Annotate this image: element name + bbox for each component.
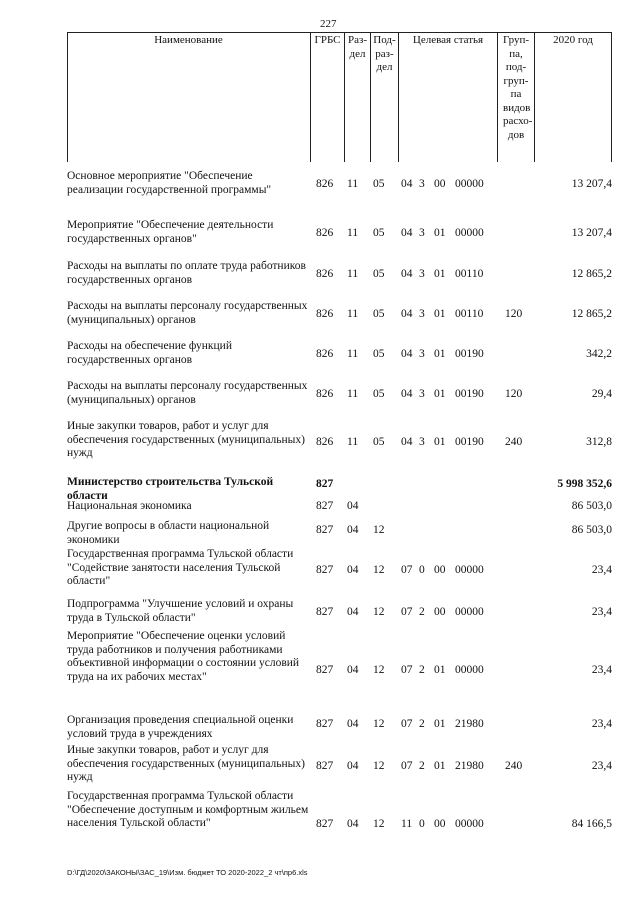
cell-cs4: 00000 xyxy=(455,178,484,190)
row-name: Иные закупки товаров, работ и услуг для обеспечения государственных (муниципальных) нужд xyxy=(67,744,305,783)
cell-pr: 05 xyxy=(373,436,385,448)
cell-amount: 13 207,4 xyxy=(571,227,612,239)
col-border-5 xyxy=(398,32,399,162)
row-name: Государственная программа Тульской области "Обеспечение доступным и комфортным жильем населения Тульской области" xyxy=(67,790,309,829)
cell-pr: 12 xyxy=(373,564,385,576)
cell-amount: 86 503,0 xyxy=(571,524,612,536)
cell-grbs: 826 xyxy=(316,388,334,400)
cell-cs2: 3 xyxy=(419,308,425,320)
cell-cs4: 00000 xyxy=(455,664,484,676)
header-razdel: Раз-дел xyxy=(347,34,367,60)
cell-grbs: 827 xyxy=(316,524,334,536)
cell-cs1: 04 xyxy=(401,308,413,320)
cell-cs2: 3 xyxy=(419,227,425,239)
cell-rz: 04 xyxy=(347,718,359,730)
cell-vr: 120 xyxy=(505,308,523,320)
cell-pr: 05 xyxy=(373,308,385,320)
row-name: Расходы на выплаты персоналу государственных (муниципальных) органов xyxy=(67,380,308,406)
cell-rz: 04 xyxy=(347,818,359,830)
cell-cs2: 3 xyxy=(419,348,425,360)
col-border-6 xyxy=(497,32,498,162)
cell-cs2: 2 xyxy=(419,664,425,676)
cell-cs3: 01 xyxy=(434,348,446,360)
cell-grbs: 827 xyxy=(316,760,334,772)
header-year: 2020 год xyxy=(553,34,593,46)
cell-cs4: 00000 xyxy=(455,818,484,830)
cell-cs1: 04 xyxy=(401,227,413,239)
row-name: Организация проведения специальной оценки условий труда в учреждениях xyxy=(67,714,294,740)
cell-pr: 05 xyxy=(373,268,385,280)
cell-cs4: 00190 xyxy=(455,388,484,400)
row-name: Министерство строительства Тульской области xyxy=(67,476,274,502)
cell-cs4: 00190 xyxy=(455,348,484,360)
cell-cs4: 00000 xyxy=(455,227,484,239)
row-name: Государственная программа Тульской области "Содействие занятости населения Тульской области" xyxy=(67,548,294,587)
cell-cs3: 01 xyxy=(434,388,446,400)
cell-amount: 29,4 xyxy=(591,388,612,400)
header-grbs: ГРБС xyxy=(314,34,341,46)
cell-amount: 84 166,5 xyxy=(571,818,612,830)
cell-cs2: 3 xyxy=(419,178,425,190)
cell-amount: 5 998 352,6 xyxy=(557,478,612,490)
cell-pr: 05 xyxy=(373,178,385,190)
cell-grbs: 827 xyxy=(316,818,334,830)
cell-vr: 240 xyxy=(505,436,523,448)
cell-grbs: 826 xyxy=(316,178,334,190)
cell-cs1: 07 xyxy=(401,718,413,730)
cell-cs1: 04 xyxy=(401,388,413,400)
cell-grbs: 827 xyxy=(316,718,334,730)
cell-cs2: 2 xyxy=(419,760,425,772)
page-number: 227 xyxy=(320,18,337,30)
cell-rz: 04 xyxy=(347,564,359,576)
cell-cs1: 04 xyxy=(401,436,413,448)
cell-grbs: 827 xyxy=(316,664,334,676)
row-name: Основное мероприятие "Обеспечение реализации государственной программы" xyxy=(67,170,272,196)
cell-cs2: 0 xyxy=(419,564,425,576)
cell-pr: 05 xyxy=(373,388,385,400)
cell-cs1: 07 xyxy=(401,606,413,618)
cell-cs1: 07 xyxy=(401,564,413,576)
cell-cs2: 0 xyxy=(419,818,425,830)
cell-amount: 23,4 xyxy=(591,664,612,676)
cell-vr: 240 xyxy=(505,760,523,772)
cell-rz: 11 xyxy=(347,348,359,360)
cell-rz: 11 xyxy=(347,388,359,400)
cell-rz: 11 xyxy=(347,227,359,239)
cell-cs3: 01 xyxy=(434,664,446,676)
cell-cs4: 00000 xyxy=(455,606,484,618)
cell-grbs: 827 xyxy=(316,478,334,490)
cell-grbs: 826 xyxy=(316,227,334,239)
cell-cs2: 3 xyxy=(419,388,425,400)
cell-grbs: 826 xyxy=(316,308,334,320)
col-border-1 xyxy=(67,32,68,162)
cell-pr: 05 xyxy=(373,227,385,239)
cell-cs3: 01 xyxy=(434,227,446,239)
cell-cs3: 01 xyxy=(434,308,446,320)
cell-pr: 12 xyxy=(373,524,385,536)
cell-amount: 86 503,0 xyxy=(571,500,612,512)
cell-cs3: 00 xyxy=(434,818,446,830)
cell-cs3: 01 xyxy=(434,760,446,772)
row-name: Иные закупки товаров, работ и услуг для обеспечения государственных (муниципальных) нужд xyxy=(67,420,305,459)
cell-cs1: 07 xyxy=(401,664,413,676)
cell-grbs: 826 xyxy=(316,348,334,360)
cell-cs4: 00110 xyxy=(455,268,484,280)
cell-cs3: 01 xyxy=(434,268,446,280)
cell-pr: 12 xyxy=(373,664,385,676)
cell-cs2: 2 xyxy=(419,718,425,730)
cell-cs3: 01 xyxy=(434,436,446,448)
cell-cs4: 00000 xyxy=(455,564,484,576)
table-header xyxy=(67,32,612,162)
col-border-8 xyxy=(611,32,612,162)
col-border-7 xyxy=(534,32,535,162)
cell-rz: 04 xyxy=(347,664,359,676)
cell-cs1: 04 xyxy=(401,178,413,190)
cell-cs4: 00190 xyxy=(455,436,484,448)
cell-rz: 04 xyxy=(347,760,359,772)
cell-amount: 342,2 xyxy=(586,348,612,360)
col-border-2 xyxy=(310,32,311,162)
cell-cs4: 21980 xyxy=(455,718,484,730)
cell-cs2: 3 xyxy=(419,268,425,280)
cell-rz: 11 xyxy=(347,268,359,280)
row-name: Мероприятие "Обеспечение оценки условий труда работников и получения работниками объективной информации о состоянии условий труда на их рабочих местах" xyxy=(67,630,300,683)
header-podrazdel: Под-раз-дел xyxy=(373,34,396,73)
cell-rz: 11 xyxy=(347,178,359,190)
cell-amount: 12 865,2 xyxy=(571,268,612,280)
cell-amount: 12 865,2 xyxy=(571,308,612,320)
cell-amount: 23,4 xyxy=(591,718,612,730)
header-expense-group: Груп-па, под-груп-па видов расхо-дов xyxy=(503,34,533,141)
cell-grbs: 826 xyxy=(316,436,334,448)
row-name: Другие вопросы в области национальной экономики xyxy=(67,520,270,546)
cell-vr: 120 xyxy=(505,388,523,400)
cell-grbs: 827 xyxy=(316,564,334,576)
cell-cs2: 2 xyxy=(419,606,425,618)
cell-cs4: 00110 xyxy=(455,308,484,320)
cell-grbs: 827 xyxy=(316,500,334,512)
file-path-footer: D:\ГД\2020\ЗАКОНЫ\ЗАС_19\Изм. бюджет ТО 2020-2022_2 чт\пр6.xls xyxy=(67,868,308,877)
header-top-border xyxy=(67,32,612,33)
cell-amount: 13 207,4 xyxy=(571,178,612,190)
row-name: Расходы на выплаты персоналу государственных (муниципальных) органов xyxy=(67,300,308,326)
cell-amount: 23,4 xyxy=(591,760,612,772)
header-target-article: Целевая статья xyxy=(412,34,484,46)
cell-cs1: 04 xyxy=(401,268,413,280)
cell-pr: 12 xyxy=(373,606,385,618)
cell-amount: 23,4 xyxy=(591,606,612,618)
cell-cs3: 00 xyxy=(434,178,446,190)
cell-cs1: 07 xyxy=(401,760,413,772)
cell-cs3: 01 xyxy=(434,718,446,730)
cell-cs2: 3 xyxy=(419,436,425,448)
cell-grbs: 826 xyxy=(316,268,334,280)
cell-rz: 04 xyxy=(347,524,359,536)
row-name: Мероприятие "Обеспечение деятельности государственных органов" xyxy=(67,219,274,245)
cell-amount: 23,4 xyxy=(591,564,612,576)
cell-rz: 11 xyxy=(347,308,359,320)
cell-cs4: 21980 xyxy=(455,760,484,772)
row-name: Национальная экономика xyxy=(67,500,192,512)
cell-pr: 12 xyxy=(373,760,385,772)
row-name: Расходы на обеспечение функций государственных органов xyxy=(67,340,232,366)
cell-rz: 04 xyxy=(347,500,359,512)
cell-pr: 12 xyxy=(373,818,385,830)
cell-rz: 11 xyxy=(347,436,359,448)
cell-cs1: 04 xyxy=(401,348,413,360)
cell-grbs: 827 xyxy=(316,606,334,618)
cell-cs3: 00 xyxy=(434,564,446,576)
cell-rz: 04 xyxy=(347,606,359,618)
cell-pr: 12 xyxy=(373,718,385,730)
cell-amount: 312,8 xyxy=(586,436,612,448)
cell-pr: 05 xyxy=(373,348,385,360)
header-name: Наименование xyxy=(154,34,223,46)
row-name: Расходы на выплаты по оплате труда работников государственных органов xyxy=(67,260,306,286)
cell-cs3: 00 xyxy=(434,606,446,618)
cell-cs1: 11 xyxy=(401,818,413,830)
row-name: Подпрограмма "Улучшение условий и охраны труда в Тульской области" xyxy=(67,598,294,624)
